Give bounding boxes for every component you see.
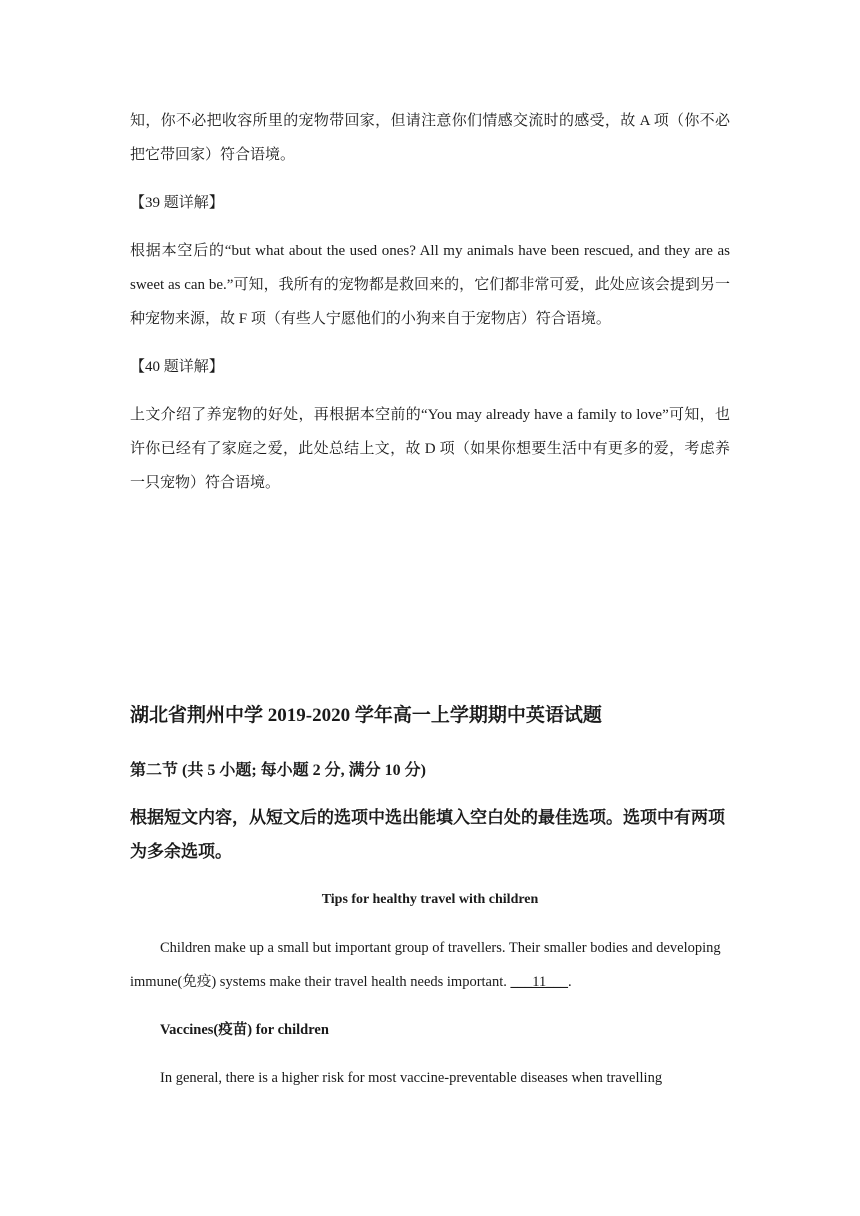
question-40-label: 【40 题详解】 xyxy=(130,359,224,375)
instructions: 根据短文内容，从短文后的选项中选出能填入空白处的最佳选项。选项中有两项为多余选项。 xyxy=(130,808,725,861)
passage-title: Tips for healthy travel with children xyxy=(321,892,539,907)
question-40-explanation: 上文介绍了养宠物的好处，再根据本空前的“You may already have a family to love”可知，也许你已经有了家庭之爱，此处总结上文，故 D 项（如果你想要生活中有更多的爱，考虑养一只宠物）符合语境。 xyxy=(130,407,730,491)
explanation-38-tail: 知，你不必把收容所里的宠物带回家，但请注意你们情感交流时的感受，故 A 项（你不必把它带回家）符合语境。 xyxy=(130,113,730,163)
question-39-label: 【39 题详解】 xyxy=(130,195,224,211)
paragraph-1-end: . xyxy=(568,974,572,990)
paragraph-1-text: Children make up a small but important group of travellers. Their smaller bodies and developing immune(免疫) systems make their travel health needs important. xyxy=(130,940,721,990)
question-39-explanation: 根据本空后的“but what about the used ones? All my animals have been rescued, and they are as sweet as can be.”可知，我所有的宠物都是救回来的，它们都非常可爱，此处应该会提到另一种宠物来源，故 F 项（有些人宁愿他们的小狗来自于宠物店）符合语境。 xyxy=(130,243,730,327)
passage-paragraph-1 xyxy=(130,931,730,999)
subheading-vaccines: Vaccines(疫苗) for children xyxy=(160,1022,329,1038)
exam-title: 湖北省荆州中学 2019-2020 学年高一上学期期中英语试题 xyxy=(130,705,602,726)
section-heading: 第二节 (共 5 小题; 每小题 2 分, 满分 10 分) xyxy=(130,762,426,779)
passage-paragraph-2: In general, there is a higher risk for most vaccine-preventable diseases when travelling xyxy=(160,1070,663,1086)
blank-11: ___11___ xyxy=(510,974,568,990)
